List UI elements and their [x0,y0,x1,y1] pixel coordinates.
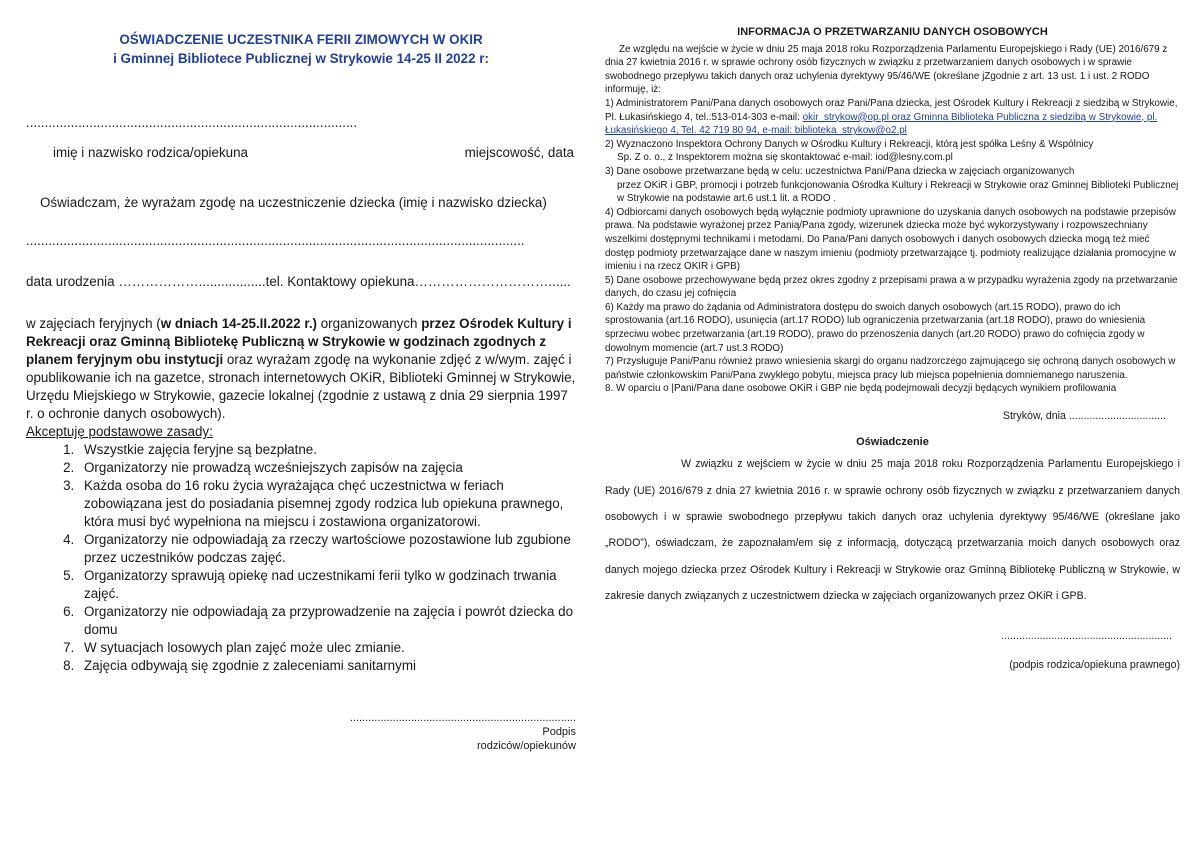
form-title-line2: i Gminnej Bibliotece Publicznej w Strykowie 14-25 II 2022 r: [113,51,489,66]
parent-name-label: imię i nazwisko rodzica/opiekuna [53,145,249,160]
statement-title: Oświadczenie [856,435,929,448]
date-line[interactable]: Stryków, dnia ................................. [1002,410,1166,423]
rule-item: 3. Każda osoba do 16 roku życia wyrażająca chęć uczestnictwa w feriach zobowiązana jest do posiadania pisemnej zgody rodzica lub opiekuna prawnego, która musi być wypełniona na miejscu i zostawiona organizatorowi. [78,477,576,531]
rule-item: 7. W sytuacjach losowych plan zajęć może ulec zmianie. [78,639,576,657]
right-page [605,26,1180,826]
privacy-point-2: 2) Wyznaczono Inspektora Ochrony Danych w Ośrodku Kultury i Rekreacji, którą jest spółka Leśny & Wspólnicy [605,138,1094,150]
consent-statement: Oświadczam, że wyrażam zgodę na uczestniczenie dziecka (imię i nazwisko dziecka) [40,195,547,210]
consent-dates: w dniach 14-25.II.2022 r.) [160,316,318,331]
contact-email-link[interactable]: okir_strykow@op.pl oraz Gminna Biblioteka Publiczna z siedzibą w Strykowie, pl. Łukasińskiego 4, Tel. 42 719 80 94, e-mail: biblioteka_strykow@o2.pl [605,111,1158,137]
consent-rest: oraz wyrażam zgodę na wykonanie zdjęć z w/wym. zajęć i opublikowanie ich na gazetce, stronach internetowych OKiR, Biblioteki Gminnej w Strykowie, Urzędu Miejskiego w Strykowie, gazecie lokalnej (zgodnie z ustawą z dnia 29 sierpnia 1997 r. o ochronie danych osobowych). [26,352,576,421]
consent-organizers: przez Ośrodek Kultury i Rekreacji oraz Gminną Bibliotekę Publiczną w Strykowie w godzinach zgodnych z planem feryjnym obu instytucji [26,316,572,367]
statement-body: W związku z wejściem w życie w dniu 25 maja 2018 roku Rozporządzenia Parlamentu Europejskiego i Rady (UE) 2016/679 z dnia 27 kwietnia 2016 r. w sprawie ochrony osób fizycznych w związku z przetwarzaniem danych osobowych i w sprawie swobodnego przepływu takich danych oraz uchylenia dyrektywy 95/46/WE (określane jako „RODO”), oświadczam, że zapoznałam/em się z informacją, dotyczącą przetwarzania moich danych osobowych oraz danych mojego dziecka przez Ośrodek Kultury i Rekreacji w Strykowie oraz Gminną Bibliotekę Publiczną w Strykowie, w zakresie danych związanych z uczestnictwem dziecka w zajęciach organizowanych przez OKiR i GPB. [605,458,1180,603]
privacy-title: INFORMACJA O PRZETWARZANIU DANYCH OSOBOWYCH [737,26,1048,38]
privacy-point-8: 8. W oparciu o |Pani/Pana dane osobowe OKiR i GBP nie będą podejmowali decyzji będących wynikiem profilowania [605,383,1117,395]
parent-signature-block [26,711,576,753]
privacy-point-2-cont: Sp. Z o. o., z Inspektorem można się skontaktować e-mail: iod@lesny.com.pl [617,152,953,164]
rule-item: 8. Zajęcia odbywają się zgodnie z zaleceniami sanitarnymi [78,657,576,675]
rule-item: 1. Wszystkie zajęcia feryjne są bezpłatne. [78,441,576,459]
form-title-line1: OŚWIADCZENIE UCZESTNIKA FERII ZIMOWYCH W OKIR [119,32,483,47]
signature-label: Podpis [542,726,576,738]
consent-intro: w zajęciach feryjnych ( [26,316,161,331]
rule-item: 5. Organizatorzy sprawują opiekę nad uczestnikami ferii tylko w godzinach trwania zajęć. [78,567,576,603]
privacy-point-1-text: 1) Administratorem Pani/Pana danych osobowych oraz Pani/Pana dziecka, jest Ośrodek Kultury i Rekreacji z siedzibą w Strykowie, Pl. Łukasińskiego 4, tel.:513-014-303 e-mail: [605,97,1178,123]
guardian-signature-dots[interactable]: .......................................................... [1001,629,1172,642]
privacy-point-1 [605,97,1180,138]
parent-signature-dots[interactable]: .......................................................................... [349,712,576,724]
place-date-label: miejscowość, data [464,145,574,160]
rule-item: 4. Organizatorzy nie odpowiadają za rzeczy wartościowe pozostawione lub zgubione przez uczestników podczas zajęć. [78,531,576,567]
rule-item: 6. Organizatorzy nie odpowiadają za przyprowadzenie na zajęcia i powrót dziecka do domu [78,603,576,639]
child-name-dots[interactable]: ...................................................................................................................................... [26,233,525,248]
privacy-point-7: 7) Przysługuje Pani/Panu również prawo wniesienia skargi do organu nadzorczego zajmującego się ochroną danych osobowych w państwie członkowskim Pani/Pana zwykłego pobytu, miejsca pracy lub miejsca popełnienia domniemanego naruszenia. [605,356,1176,381]
parent-labels-row [26,144,576,162]
consent-paragraph [26,315,576,423]
privacy-intro: Ze względu na wejście w życie w dniu 25 maja 2018 roku Rozporządzenia Parlamentu Europejskiego i Rady (UE) 2016/679 z dnia 27 kwietnia 2016 r. w sprawie ochrony osób fizycznych w związku z przetwarzaniem danych osobowych i w sprawie swobodnego przepływu takich danych oraz uchylenia dyrektywy 95/46/WE (określane jZgodnie z art. 13 ust. 1 i ust. 2 RODO informuję, iż: [605,43,1168,96]
birth-phone-line[interactable]: data urodzenia ………………..................tel. Kontaktowy opiekuna…………………………...... [26,274,571,289]
rule-item: 2. Organizatorzy nie prowadzą wcześniejszych zapisów na zajęcia [78,459,576,477]
privacy-point-5: 5) Dane osobowe przechowywane będą przez okres zgodny z przepisami prawa a w przypadku wyrażenia zgody na przetwarzanie danych, do czasu jej cofnięcia [605,274,1178,300]
left-page [26,30,576,820]
signature-label-role: rodziców/opiekunów [476,740,576,752]
rules-list [26,441,576,675]
privacy-point-6: 6) Każdy ma prawo do żądania od Administratora dostępu do swoich danych osobowych (art.15 RODO), prawo do ich sprostowania (art.16 RODO), usunięcia (art.17 RODO) lub ograniczenia przetwarzania (art.18 RODO), prawo do wniesienia sprzeciwu wobec przetwarzania (art.19 RODO), prawo do przenoszenia danych (art.20 RODO) prawo do cofnięcia zgody w dowolnym momencie (art.7 ust.3 RODO) [605,301,1146,354]
rules-heading: Akceptuję podstawowe zasady: [26,424,213,439]
privacy-point-3-cont: przez OKiR i GBP, promocji i potrzeb funkcjonowania Ośrodka Kultury i Rekreacji w Strykowie oraz Gminnej Biblioteki Publicznej w Strykowie na podstawie art.6 ust.1 lit. a RODO . [617,179,1179,205]
guardian-signature-label: (podpis rodzica/opiekuna prawnego) [1009,659,1180,672]
parent-name-dots[interactable]: ......................................................................................... [26,115,358,130]
privacy-point-3: 3) Dane osobowe przetwarzane będą w celu: uczestnictwa Pani/Pana dziecka w zajęciach organizowanych [605,165,1075,177]
consent-mid: organizowanych [317,316,422,331]
privacy-point-4: 4) Odbiorcami danych osobowych będą wyłącznie podmioty uprawnione do uzyskania danych osobowych na podstawie przepisów prawa. Na podstawie wyrażonej przez Panią/Pana zgody, wizerunek dziecka może być wykorzystywany i rozpowszechniany wszelkimi dostępnymi technikami i metodami. Do Pana/Pani danych osobowych i danych osobowych dziecka mogą też mieć dostęp podmioty przetwarzające dane w naszym imieniu (podmioty przetwarzające tj. podmioty realizujące działania promocyjne w imieniu i na rzecz OKIR i GPB) [605,206,1176,273]
